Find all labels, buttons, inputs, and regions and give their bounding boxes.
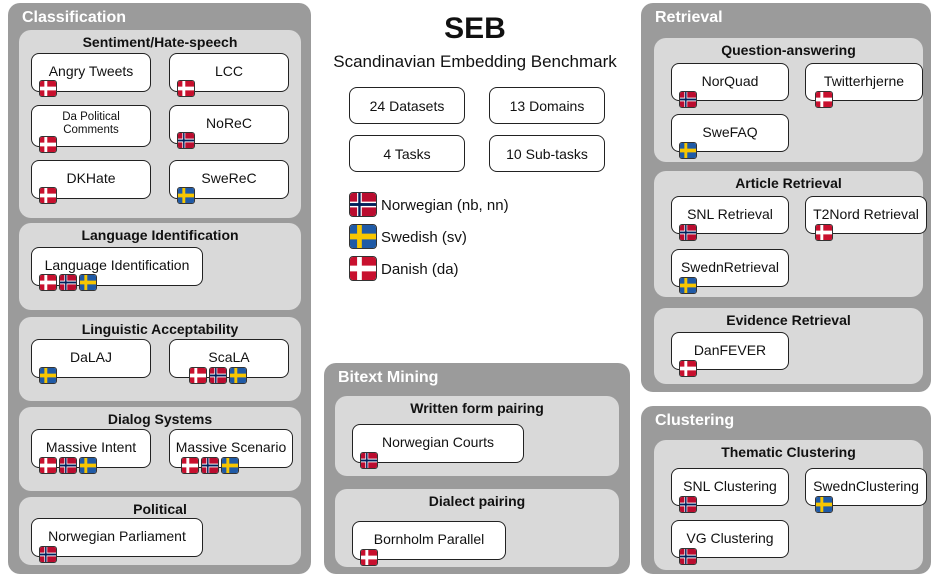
dataset-label: SweReC — [201, 170, 257, 186]
group-political — [19, 497, 301, 565]
norway-flag-icon — [177, 132, 195, 149]
dataset-label: SwednClustering — [813, 478, 919, 494]
norway-flag-icon — [201, 457, 219, 474]
dataset-flags — [39, 80, 57, 97]
group-evidence-retrieval — [654, 308, 923, 384]
dataset-flags — [679, 360, 697, 377]
dataset-label: Language Identification — [44, 257, 190, 273]
denmark-flag-icon — [39, 274, 57, 291]
group-title: Sentiment/Hate-speech — [82, 34, 238, 50]
dataset-label: SweFAQ — [702, 124, 758, 140]
denmark-flag-icon — [815, 91, 833, 108]
legend-danish: Danish (da) — [381, 261, 459, 278]
group-dialect-pairing — [335, 489, 619, 567]
denmark-flag-icon — [189, 367, 207, 384]
sweden-flag-icon — [679, 142, 697, 159]
sweden-flag-icon — [815, 496, 833, 513]
dataset-label: Massive Scenario — [175, 439, 287, 455]
dataset-label: VG Clustering — [686, 530, 774, 546]
sweden-flag-icon — [221, 457, 239, 474]
dataset-flags — [177, 187, 195, 204]
dataset-label: ScaLA — [208, 349, 250, 365]
panel-title: Classification — [22, 9, 127, 26]
dataset-label: DKHate — [66, 170, 116, 186]
dataset-label: T2Nord Retrieval — [813, 206, 919, 222]
norway-flag-icon — [39, 546, 57, 563]
dataset-label: Massive Intent — [45, 439, 137, 455]
group-title: Thematic Clustering — [721, 444, 856, 460]
group-written-form-pairing — [335, 396, 619, 476]
stat-datasets: 24 Datasets — [349, 87, 465, 124]
norway-flag-icon — [59, 274, 77, 291]
dataset-flags — [39, 457, 97, 474]
dataset-flags — [815, 496, 833, 513]
norway-flag-icon — [679, 91, 697, 108]
sweden-flag-icon — [349, 224, 377, 249]
group-linguistic-acceptability — [19, 317, 301, 401]
dataset-flags — [39, 367, 57, 384]
group-title: Dialog Systems — [107, 411, 213, 427]
dataset-flags — [360, 452, 378, 469]
dataset-flags — [177, 80, 195, 97]
group-title: Written form pairing — [410, 400, 544, 416]
legend-norwegian: Norwegian (nb, nn) — [381, 197, 509, 214]
group-article-retrieval — [654, 171, 923, 297]
denmark-flag-icon — [39, 136, 57, 153]
norway-flag-icon — [679, 224, 697, 241]
group-thematic-clustering — [654, 440, 923, 570]
dataset-flags — [679, 496, 697, 513]
dataset-flags — [679, 142, 697, 159]
denmark-flag-icon — [39, 80, 57, 97]
page-title: SEB — [444, 12, 506, 45]
dataset-flags — [39, 274, 97, 291]
norway-flag-icon — [360, 452, 378, 469]
group-language-identification — [19, 223, 301, 310]
denmark-flag-icon — [360, 549, 378, 566]
sweden-flag-icon — [229, 367, 247, 384]
denmark-flag-icon — [349, 256, 377, 281]
panel-clustering — [641, 406, 931, 574]
dataset-flags — [679, 277, 697, 294]
dataset-flags — [679, 548, 697, 565]
group-title: Language Identification — [81, 227, 239, 243]
denmark-flag-icon — [181, 457, 199, 474]
sweden-flag-icon — [79, 457, 97, 474]
dataset-flags — [360, 549, 378, 566]
panel-retrieval — [641, 3, 931, 392]
dataset-label: SNL Clustering — [683, 478, 777, 494]
denmark-flag-icon — [177, 80, 195, 97]
dataset-flags — [679, 91, 697, 108]
dataset-label: SNL Retrieval — [687, 206, 773, 222]
norway-flag-icon — [679, 496, 697, 513]
legend-swedish: Swedish (sv) — [381, 229, 467, 246]
dataset-label: NoReC — [206, 115, 252, 131]
sweden-flag-icon — [177, 187, 195, 204]
group-question-answering — [654, 38, 923, 162]
group-title: Linguistic Acceptability — [81, 321, 239, 337]
dataset-label: Bornholm Parallel — [373, 531, 485, 547]
page-subtitle: Scandinavian Embedding Benchmark — [333, 52, 617, 71]
norway-flag-icon — [349, 192, 377, 217]
panel-title: Bitext Mining — [338, 369, 439, 386]
group-title: Article Retrieval — [735, 175, 842, 191]
sweden-flag-icon — [39, 367, 57, 384]
panel-bitext-mining — [324, 363, 630, 574]
dataset-flags — [815, 224, 833, 241]
sweden-flag-icon — [679, 277, 697, 294]
stat-tasks: 4 Tasks — [349, 135, 465, 172]
panel-title: Retrieval — [655, 9, 723, 26]
group-title: Dialect pairing — [428, 493, 526, 509]
dataset-flags — [177, 132, 195, 149]
norway-flag-icon — [679, 548, 697, 565]
denmark-flag-icon — [39, 457, 57, 474]
panel-title: Clustering — [655, 412, 735, 429]
dataset-flags — [39, 546, 57, 563]
panel-classification — [8, 3, 311, 574]
dataset-label: Norwegian Courts — [381, 434, 495, 450]
dataset-label: DaLAJ — [69, 349, 113, 365]
norway-flag-icon — [59, 457, 77, 474]
dataset-flags — [679, 224, 697, 241]
dataset-label: Twitterhjerne — [823, 73, 905, 89]
dataset-flags — [815, 91, 833, 108]
denmark-flag-icon — [679, 360, 697, 377]
group-title: Question-answering — [721, 42, 856, 58]
dataset-label: Da Political Comments — [62, 111, 120, 136]
dataset-flags — [181, 457, 239, 474]
dataset-label: NorQuad — [701, 73, 759, 89]
group-title: Political — [133, 501, 187, 517]
group-sentiment — [19, 30, 301, 218]
dataset-flags — [189, 367, 247, 384]
group-title: Evidence Retrieval — [726, 312, 851, 328]
group-dialog-systems — [19, 407, 301, 491]
sweden-flag-icon — [79, 274, 97, 291]
norway-flag-icon — [209, 367, 227, 384]
stat-domains: 13 Domains — [489, 87, 605, 124]
dataset-flags — [39, 136, 57, 153]
dataset-flags — [39, 187, 57, 204]
dataset-label: LCC — [214, 63, 243, 79]
dataset-label: DanFEVER — [693, 342, 767, 358]
denmark-flag-icon — [815, 224, 833, 241]
dataset-label: Norwegian Parliament — [48, 528, 186, 544]
stat-subtasks: 10 Sub-tasks — [489, 135, 605, 172]
denmark-flag-icon — [39, 187, 57, 204]
dataset-label: SwednRetrieval — [680, 259, 780, 275]
dataset-label: Angry Tweets — [48, 63, 134, 79]
